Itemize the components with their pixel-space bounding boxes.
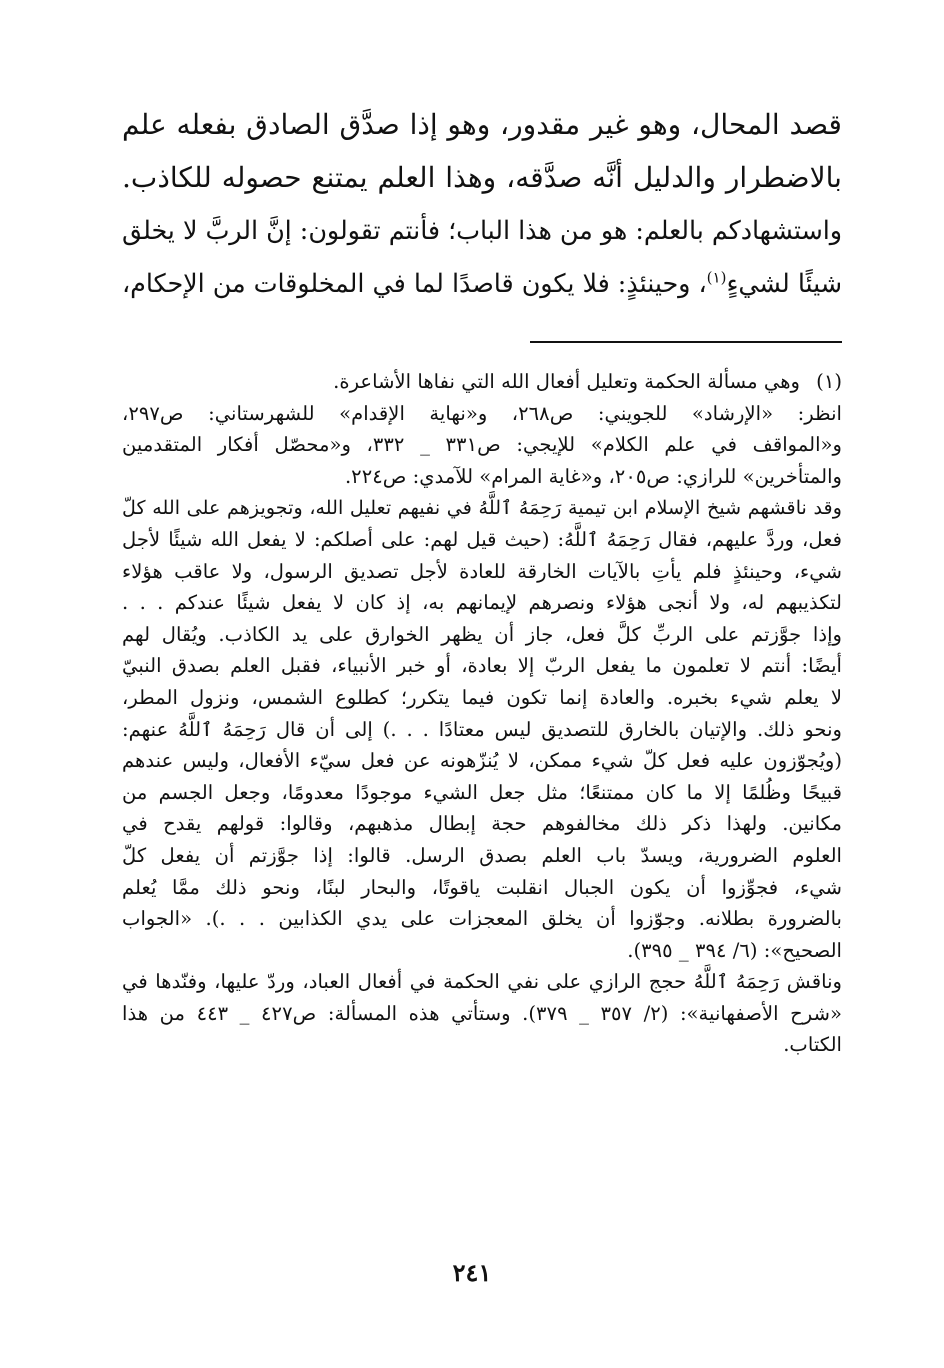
main-text-line: واستشهادكم بالعلم: هو من هذا الباب؛ فأنتم تقولون: إنَّ الربَّ لا يخلق <box>122 216 842 245</box>
footnote-line: وإذا جوَّزتم على الربِّ كلَّ فعل، جاز أن يظهر الخوارق على يد الكاذب. ويُقال لهم <box>122 622 842 646</box>
footnote-line: (ويُجوّزون عليه فعل كلّ شيء ممكن، لا يُنزّهونه عن فعل سيّء الأفعال، وليس عندهم <box>122 749 842 773</box>
footnote-line: لا يعلم شيء بخبره. والعادة إنما تكون فيما يتكرر؛ كطلوع الشمس، ونزول المطر، <box>122 685 842 709</box>
footnote-line: قبيحًا وظُلمًا إلا ما كان ممتنعًا؛ مثل جعل الشيء موجودًا معدومًا، وجعل الجسم من <box>122 780 842 804</box>
footnotes-block <box>122 366 842 1061</box>
main-text-block <box>122 98 842 310</box>
footnote-reference: (١) <box>706 268 727 287</box>
footnote-line: انظر: «الإرشاد» للجويني: ص٢٦٨، و«نهاية الإقدام» للشهرستاني: ص٢٩٧، <box>122 401 842 425</box>
footnote-line: ونحو ذلك. والإتيان بالخارق للتصديق ليس معتادًا . . .) إلى أن قال رَحِمَهُ ٱللَّهُ عنهم: <box>122 717 842 741</box>
footnote-line: شيء، وحينئذٍ فلم يأتِ بالآيات الخارقة للعادة لأجل تصديق الرسول، ولا عاقب هؤلاء <box>122 559 842 583</box>
main-text-line <box>122 257 842 310</box>
footnote-marker: (١) <box>816 370 842 393</box>
footnote-line: فعل، وردَّ عليهم، فقال رَحِمَهُ ٱللَّهُ: (حيث قيل لهم: على أصلكم: لا يفعل الله شيئًا لأجل <box>122 527 842 551</box>
footnote-line: «شرح الأصفهانية»: (٢/ ٣٥٧ _ ٣٧٩). وستأتي هذه المسألة: ص٤٢٧ _ ٤٤٣ من هذا <box>122 1001 842 1025</box>
footnote-line: لتكذيبهم له، ولا أنجى هؤلاء ونصرهم لإيمانهم به، إذ كان لا يفعل شيئًا عندكم . . . <box>122 591 842 615</box>
footnote-line: وناقش رَحِمَهُ ٱللَّهُ حجج الرازي على نفي الحكمة في أفعال العباد، وردّ عليها، وفنّدها في <box>122 970 842 994</box>
footnote-line: الكتاب. <box>783 1033 842 1057</box>
footnote-line: بالضرورة بطلانه. وجوّزوا أن يخلق المعجزات على يدي الكذابين . . .). «الجواب <box>122 907 842 931</box>
main-text-line: قصد المحال، وهو غير مقدور، وهو إذا صدَّق الصادق بفعله علم <box>122 108 842 141</box>
footnote-line: وقد ناقشهم شيخ الإسلام ابن تيمية رَحِمَهُ ٱللَّهُ في نفيهم تعليل الله، وتجويزهم على الله كلّ <box>122 496 842 520</box>
main-text-fragment: شيئًا لشيءٍ <box>726 269 842 298</box>
footnote-line: و«المواقف في علم الكلام» للإيجي: ص٣٣١ _ ٣٣٢، و«محصّل أفكار المتقدمين <box>122 433 842 457</box>
footnote-line: شيء، فجوِّزوا أن يكون الجبال انقلبت ياقوتًا، والبحار لبنًا، ونحو ذلك ممَّا يُعلم <box>122 875 842 899</box>
footnote-line <box>122 366 842 398</box>
footnote-line: العلوم الضرورية، ويسدّ باب العلم بصدق الرسل. قالوا: إذا جوَّزتم أن يفعل كلّ <box>122 843 842 867</box>
footnote-line: أيضًا: أنتم لا تعلمون ما يفعل الربّ إلا بعادة، أو خبر الأنبياء، فقبل العلم بصدق النبيّ <box>122 654 842 678</box>
footnote-line: الصحيح»: (٦/ ٣٩٤ _ ٣٩٥). <box>627 938 842 962</box>
footnote-divider <box>530 341 842 343</box>
footnote-line: مكانين. ولهذا ذكر ذلك مخالفوهم حجة إبطال مذهبهم، وقالوا: قولهم يقدح في <box>122 812 842 836</box>
footnote-line-text: وهي مسألة الحكمة وتعليل أفعال الله التي نفاها الأشاعرة. <box>333 370 800 393</box>
main-text-fragment: ، وحينئذٍ: فلا يكون قاصدًا لما في المخلوقات من الإحكام، <box>122 269 707 298</box>
page-number: ٢٤١ <box>452 1258 492 1287</box>
main-text-line: بالاضطرار والدليل أنَّه صدَّقه، وهذا العلم يمتنع حصوله للكاذب. <box>122 161 842 194</box>
footnote-line: والمتأخرين» للرازي: ص٢٠٥، و«غاية المرام» للآمدي: ص٢٢٤. <box>344 464 842 488</box>
